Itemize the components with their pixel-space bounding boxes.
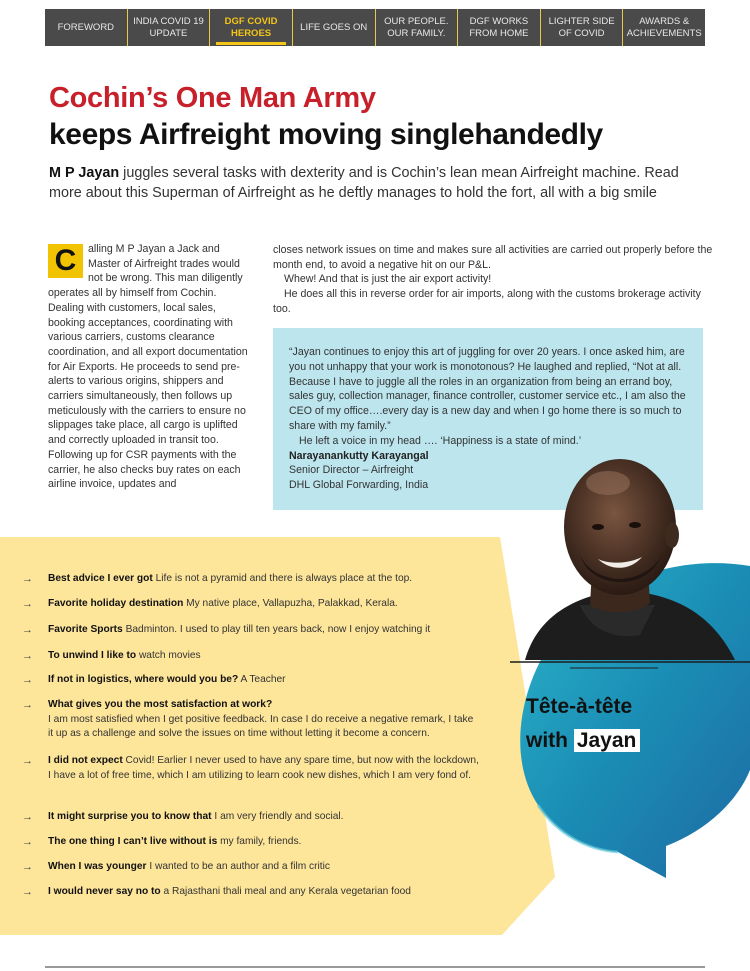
arrow-icon: →: [22, 886, 33, 898]
section-nav: [45, 9, 705, 46]
quote-author-name: Narayanankutty Karayangal: [289, 449, 429, 462]
qa-item: [48, 810, 488, 825]
column-1-text: alling M P Jayan a Jack and Master of Airfreight trades would not be wrong. This man diligently operates all by himself from Cochin. Dealing with customers, local sales, booking acceptances, coordinating with various carriers, customs clearance coordination, and all export documentation for Air Exports. He proceeds to send pre-alerts to various origins, shippers and carriers simultaneously, then follows up meticulously with the carriers to ensure no slippages take place, all cargo is uplifted and correctly uploaded in transit too. Following up for CSR payments with the carrier, he also checks buy rates on each airline invoice, updates and: [48, 243, 248, 491]
tete-a-tete-heading: Tête-à-tête: [526, 695, 633, 718]
nav-item-dgf-works-from-home[interactable]: DGF WORKS FROM HOME: [458, 9, 541, 46]
arrow-icon: →: [22, 861, 33, 873]
column-2-paragraph-2: Whew! And that is just the air export activity!: [284, 273, 492, 286]
qa-question: The one thing I can’t live without is: [48, 836, 218, 847]
arrow-icon: →: [22, 836, 33, 848]
nav-item-awards[interactable]: AWARDS & ACHIEVEMENTS: [626, 15, 702, 39]
nav-item-dgf-covid-heroes[interactable]: DGF COVID HEROES: [210, 9, 293, 46]
nav-item-foreword[interactable]: FOREWORD: [45, 9, 128, 46]
qa-question: If not in logistics, where would you be?: [48, 674, 239, 685]
arrow-icon: →: [22, 699, 33, 711]
qa-question: When I was younger: [48, 861, 147, 872]
page-bottom-rule: [45, 966, 705, 968]
column-2-paragraph-3: He does all this in reverse order for air imports, along with the customs brokerage activity too.: [273, 288, 701, 315]
qa-item: [48, 754, 480, 783]
article-title-red: Cochin’s One Man Army: [49, 82, 376, 114]
decorative-lines: [510, 660, 750, 670]
quote-author-role: Senior Director – Airfreight: [289, 464, 414, 477]
qa-answer: My native place, Vallapuzha, Palakkad, Kerala.: [183, 598, 398, 609]
qa-question: I would never say no to: [48, 886, 161, 897]
arrow-icon: →: [22, 811, 33, 823]
arrow-icon: →: [22, 573, 33, 585]
arrow-icon: →: [22, 650, 33, 662]
quote-author-org: DHL Global Forwarding, India: [289, 479, 429, 492]
qa-question: To unwind I like to: [48, 650, 137, 661]
qa-item: [48, 673, 488, 688]
article-column-1: [48, 242, 254, 492]
article-column-2: [273, 243, 713, 317]
arrow-icon: →: [22, 755, 33, 767]
qa-answer: I am most satisfied when I get positive feedback. In case I do receive a negative remark, I take it up as a challenge and solve the issues on time without letting it become a concern.: [48, 713, 474, 739]
qa-question: What gives you the most satisfaction at work?: [48, 699, 273, 710]
qa-item: [48, 860, 488, 875]
nav-item-lighter-side-of-covid[interactable]: LIGHTER SIDE OF COVID: [541, 9, 624, 46]
qa-question: It might surprise you to know that: [48, 811, 212, 822]
qa-item: [48, 623, 488, 638]
qa-answer: I am very friendly and social.: [211, 811, 344, 822]
intro-text: juggles several tasks with dexterity and is Cochin’s lean mean Airfreight machine. Read more about this Superman of Airfreight as he deftly manages to hold the fort, all with a big smile: [49, 165, 679, 201]
arrow-icon: →: [22, 674, 33, 686]
arrow-icon: →: [22, 598, 33, 610]
qa-item: [48, 885, 488, 900]
qa-item: [48, 698, 478, 742]
qa-answer: a Rajasthani thali meal and any Kerala vegetarian food: [160, 886, 411, 897]
qa-item: [48, 597, 488, 612]
qa-question: Favorite holiday destination: [48, 598, 184, 609]
nav-item-life-goes-on[interactable]: LIFE GOES ON: [293, 9, 376, 46]
qa-answer: Life is not a pyramid and there is always place at the top.: [152, 573, 413, 584]
intro-name: M P Jayan: [49, 165, 120, 181]
qa-answer: watch movies: [136, 650, 201, 661]
article-title: keeps Airfreight moving singlehandedly: [49, 118, 603, 151]
qa-question: I did not expect: [48, 755, 123, 766]
quote-body: “Jayan continues to enjoy this art of juggling for over 20 years. I once asked him, are you not unhappy that your work is monotonous? He laughed and replied, “Not at all. Because I have to juggle all the roles in an organization from being an errand boy, sales guy, collection manager, finance controller, customer service etc., I am also the CEO of my office….every day is a new day and when I go home there is so much to share with my family.”: [289, 346, 686, 432]
tete-with: with: [526, 729, 574, 752]
tete-a-tete-subheading: [526, 729, 640, 753]
nav-item-our-people[interactable]: OUR PEOPLE. OUR FAMILY.: [376, 9, 459, 46]
column-2-paragraph-1: closes network issues on time and makes sure all activities are carried out properly before the month end, to avoid a negative hit on our P&L.: [273, 244, 713, 271]
qa-answer: Covid! Earlier I never used to have any spare time, but now with the lockdown, I have a lot of free time, which I am utilizing to learn cook new dishes, which I am very fond of.: [48, 755, 479, 781]
article-intro: [49, 163, 689, 203]
qa-answer: Badminton. I used to play till ten years back, now I enjoy watching it: [122, 624, 431, 635]
qa-question: Favorite Sports: [48, 624, 123, 635]
qa-item: [48, 835, 488, 850]
jayan-portrait: [520, 455, 750, 660]
qa-item: [48, 649, 488, 664]
qa-question: Best advice I ever got: [48, 573, 153, 584]
drop-cap: C: [48, 244, 83, 278]
qa-answer: A Teacher: [238, 674, 286, 685]
qa-answer: I wanted to be an author and a film critic: [146, 861, 330, 872]
quote-closing: He left a voice in my head …. ‘Happiness is a state of mind.’: [299, 434, 582, 447]
arrow-icon: →: [22, 624, 33, 636]
qa-item: [48, 572, 488, 587]
tete-name-highlight: Jayan: [574, 729, 641, 752]
qa-answer: my family, friends.: [217, 836, 302, 847]
nav-item-india-covid-update[interactable]: INDIA COVID 19 UPDATE: [128, 9, 211, 46]
